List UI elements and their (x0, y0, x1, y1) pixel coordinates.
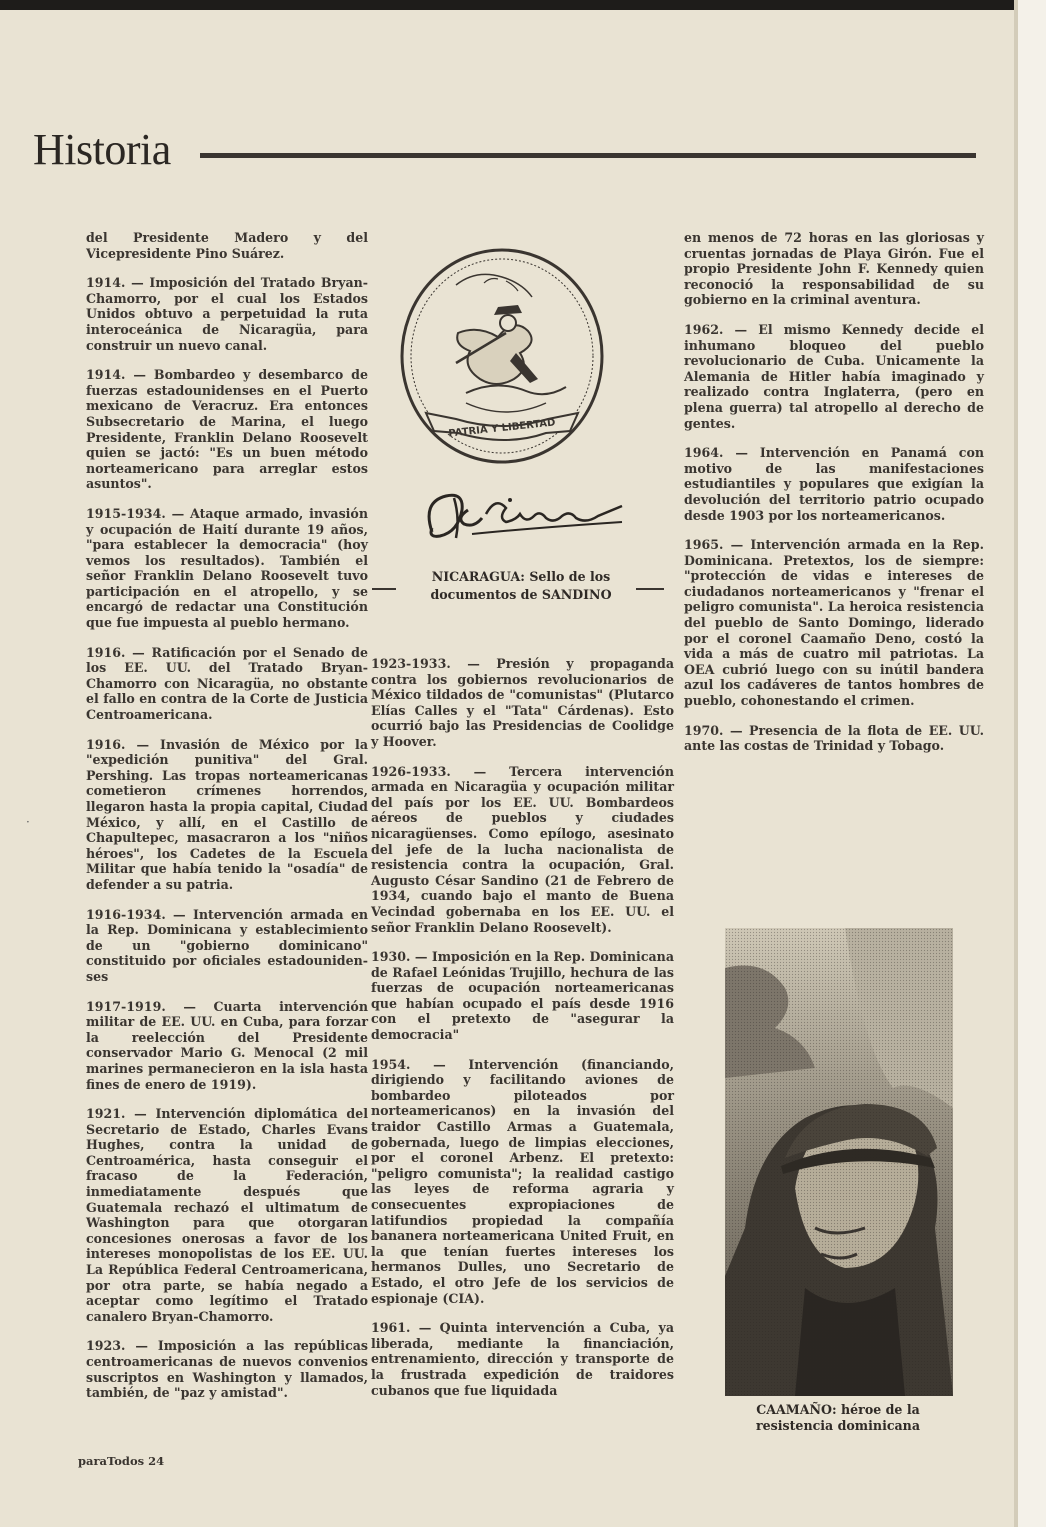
sandino-seal-illustration (396, 243, 608, 469)
entry-2: 1914. — Bombardeo y desembarco de fuerzas estadounidenses en el Puerto mexicano de Veracruz. Era entonces Subsecretario de Marina, el luego Presidente, Franklin Delano Roosevelt quien se jactó: "Es un buen método norteamericano para arreglar estos asuntos". (86, 367, 368, 492)
photo-caption-line2: resistencia dominicana (756, 1418, 920, 1433)
top-border (0, 0, 1046, 10)
column-right (684, 230, 984, 768)
sandino-signature (410, 480, 640, 555)
entry-8: 1921. — Intervención diplomática del Secretario de Estado, Charles Evans Hughes, contra la unidad de Centroamérica, hasta conseguir el fracaso de la Federación, inmediatamente después que Guatemala rechazó el ultimatum de Washington para que otorgaran concesiones onerosas a favor de los intereses monopolistas de los EE. UU. La República Federal Centroamericana, por otra parte, se había negado a aceptar como legítimo el Tratado canalero Bryan-Chamorro. (86, 1106, 368, 1324)
entry-3: 1915-1934. — Ataque armado, invasión y ocupación de Haití durante 19 años, "para establecer la democracia" (hoy vemos los resultados). También el señor Franklin Delano Roosevelt tuvo participación en el atropello, y se encargó de redactar una Constitución que fue impuesta al pueblo hermano. (86, 505, 368, 631)
entry-16: 1962. — El mismo Kennedy decide el inhumano bloqueo del pueblo revolucionario de Cuba. Unicamente la Alemania de Hitler había imaginado y realizado contra Inglaterra, (pero en plena guerra) tal atropello al derecho de gentes. (684, 321, 984, 431)
entry-17: 1964. — Intervención en Panamá con motivo de las manifestaciones estudiantiles y populares que exigían la devolución del territorio patrio ocupado desde 1903 por los norteamericanos. (684, 445, 984, 523)
page-title: Historia (33, 125, 171, 174)
entry-1: 1914. — Imposición del Tratado Bryan-Chamorro, por el cual los Estados Unidos obtuvo a perpetuidad la ruta interoceánica de Nicaragüa, para construir un nuevo canal. (86, 275, 368, 353)
entry-13: 1954. — Intervención (financiando, dirigiendo y facilitando aviones de bombardeo piloteados por norteamericanos) en la invasión del traidor Castillo Armas a Guatemala, gobernada, luego de limpias elecciones, por el coronel Arbenz. El pretexto: "peligro comunista"; la realidad castigo las leyes de reforma agraria y consecuentes expropiaciones de latifundios propiedad la compañía bananera norteamericana United Fruit, en la que tenían fuertes intereses los hermanos Dulles, uno Secretario de Estado, el otro Jefe de los servicios de espionaje (CIA). (371, 1056, 674, 1306)
entry-14: 1961. — Quinta intervención a Cuba, ya liberada, mediante la financiación, entrenamiento, dirección y transporte de la frustrada expedición de traidores cubanos que fue liquidada (371, 1320, 674, 1398)
photo-caption (708, 1402, 968, 1434)
entry-12: 1930. — Imposición en la Rep. Dominicana de Rafael Leónidas Trujillo, hechura de las fuerzas de ocupación norteamericanas que habían ocupado el país desde 1916 con el pretexto de "asegurar la democracia" (371, 949, 674, 1043)
entry-15: en menos de 72 horas en las gloriosas y cruentas jornadas de Playa Girón. Fue el propio Presidente John F. Kennedy quien reconoció la responsabilidad de su gobierno en la criminal aventura. (684, 230, 984, 308)
entry-5: 1916. — Invasión de México por la "expedición punitiva" del Gral. Pershing. Las tropas norteamericanas cometieron crímenes horrendos, llegaron hasta la propia capital, Ciudad México, y allí, en el Castillo de Chapultepec, masacraron a los "niños héroes", los Cadetes de la Escuela Militar que había tenido la "osadía" de defender a su patria. (86, 736, 368, 892)
margin-mark: · (26, 815, 30, 829)
page-edge (1018, 0, 1046, 1527)
photo-caption-line1: CAAMAÑO: héroe de la (756, 1402, 920, 1417)
column-middle (371, 656, 674, 1412)
entry-11: 1926-1933. — Tercera intervención armada en Nicaragüa y ocupación militar del país por los EE. UU. Bombardeos aéreos de pueblos y ciudades nicaragüenses. Como epílogo, asesinato del jefe de la lucha nacionalista de resistencia contra la ocupación, Gral. Augusto César Sandino (21 de Febrero de 1934, cuando bajo el manto de Buena Vecindad gobernaba en los EE. UU. el señor Franklin Delano Roosevelt). (371, 763, 674, 935)
entry-4: 1916. — Ratificación por el Senado de los EE. UU. del Tratado Bryan-Chamorro con Nicaragüa, no obstante el fallo en contra de la Corte de Justicia Centroamericana. (86, 644, 368, 723)
seal-caption-line1: NICARAGUA: Sello de los (431, 569, 611, 584)
entry-9: 1923. — Imposición a las repúblicas centroamericanas de nuevos convenios suscriptos en Washington y llamados, también, de "paz y amistad". (86, 1338, 368, 1401)
page-footer: paraTodos 24 (78, 1454, 165, 1468)
caamano-photo (725, 928, 953, 1396)
entry-0: del Presidente Madero y del Vicepresidente Pino Suárez. (86, 230, 368, 261)
entry-19: 1970. — Presencia de la flota de EE. UU. ante las costas de Trinidad y Tobago. (684, 722, 984, 754)
seal-caption (371, 568, 671, 604)
title-rule (200, 153, 976, 158)
seal-ribbon-text: PATRIA Y LIBERTAD (447, 417, 556, 440)
entry-7: 1917-1919. — Cuarta intervención militar de EE. UU. en Cuba, para forzar la reelección del Presidente conservador Mario G. Menocal (2 mil marines permanecieron en la isla hasta fines de enero de 1919). (86, 998, 368, 1092)
entry-10: 1923-1933. — Presión y propaganda contra los gobiernos revolucionarios de México tildados de "comunistas" (Plutarco Elías Calles y el "Tata" Cárdenas). Esto ocurrió bajo las Presidencias de Coolidge y Hoover. (371, 656, 674, 749)
column-left (86, 230, 368, 1415)
entry-6: 1916-1934. — Intervención armada en la Rep. Dominicana y establecimiento de un "gobierno dominicano" constituido por oficiales estadounidenses (86, 906, 368, 984)
seal-caption-line2: documentos de SANDINO (430, 587, 612, 602)
entry-18: 1965. — Intervención armada en la Rep. Dominicana. Pretextos, los de siempre: "protección de vidas e intereses de ciudadanos norteamericanos y "frenar el peligro comunista". La heroica resistencia del pueblo de Santo Domingo, liderado por el coronel Caamaño Deno, costó la vida a más de cuatro mil patriotas. La OEA cubrió luego con su inútil bandera azul los cadáveres de tantos hombres de pueblo, cohonestando el crimen. (684, 537, 984, 709)
